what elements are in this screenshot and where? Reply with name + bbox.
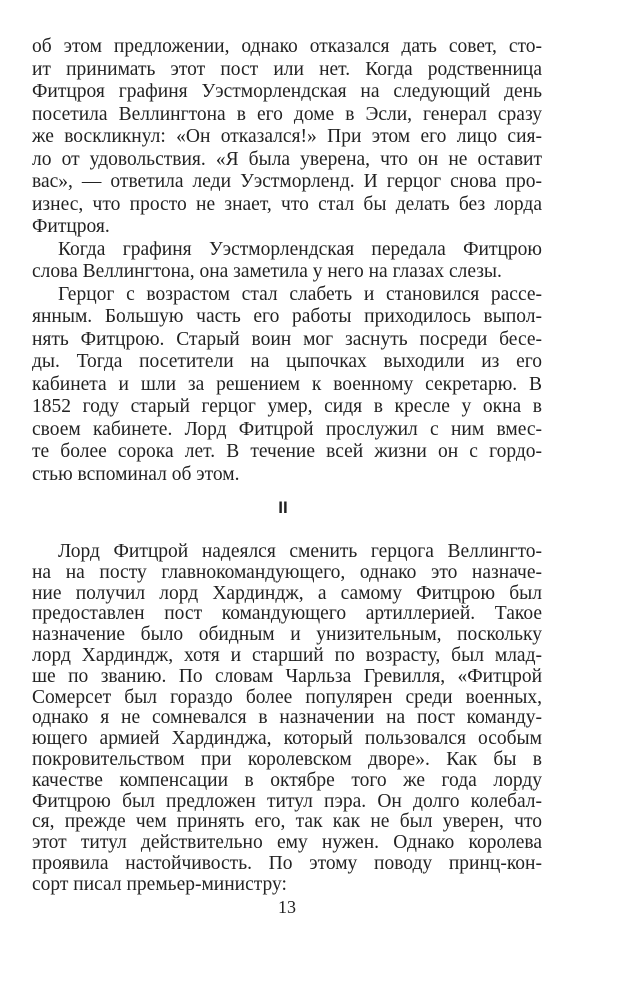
text-line: покровительством при королевском дворе». Как бы в	[32, 748, 542, 770]
text-line: сорт писал премьер-министру:	[32, 873, 287, 895]
text-line: Фитцрою был предложен титул пэра. Он долго колебал-	[32, 790, 542, 812]
text-line: назначение было обидным и унизительным, поскольку	[32, 624, 542, 646]
section-heading: II	[278, 498, 288, 517]
text-line: Фитцроя.	[32, 216, 110, 237]
text-line: Лорд Фитцрой надеялся сменить герцога Веллингто-	[58, 541, 542, 562]
text-line: изнес, что просто не знает, что стал бы делать без лорда	[32, 193, 542, 215]
text-line: вас», — ответила леди Уэстморленд. И герцог снова про-	[32, 171, 542, 192]
text-line: лорд Хардиндж, хотя и старший по возрасту, был млад-	[32, 644, 542, 666]
text-line: ит принимать этот пост или нет. Когда родственница	[32, 58, 542, 80]
section-2-text	[32, 542, 542, 896]
text-line: слова Веллингтона, она заметила у него на глазах слезы.	[32, 261, 502, 282]
page-number: 13	[278, 897, 296, 917]
text-line: на на посту главнокомандующего, однако это назначе-	[32, 561, 542, 583]
text-line: предоставлен пост командующего артиллерией. Такое	[32, 603, 542, 625]
text-line: 1852 году старый герцог умер, сидя в кресле у окна в	[32, 396, 542, 417]
text-line: Герцог с возрастом стал слабеть и становился рассе-	[58, 283, 542, 305]
text-line: этот титул действительно ему нужен. Однако королева	[32, 832, 542, 854]
text-line: янным. Большую часть его работы приходилось выпол-	[32, 306, 542, 327]
text-line: же воскликнул: «Он отказался!» При этом его лицо сия-	[32, 126, 542, 147]
text-line: ся, прежде чем принять его, так как не был уверен, что	[32, 811, 542, 833]
text-line: Фитцроя графиня Уэстморлендская на следующий день	[32, 81, 542, 102]
text-line: ние получил лорд Хардиндж, а самому Фитцрою был	[32, 582, 542, 604]
text-line: проявила настойчивость. По этому поводу принц-кон-	[32, 852, 542, 874]
text-line: качестве компенсации в октябре того же года лорду	[32, 769, 542, 791]
text-line: нять Фитцрою. Старый воин мог заснуть посреди бесе-	[32, 328, 542, 350]
text-line: своем кабинете. Лорд Фитцрой прослужил с ним вмес-	[32, 418, 542, 440]
text-line: Когда графиня Уэстморлендская передала Фитцрою	[58, 238, 542, 260]
text-line: однако я не сомневался в назначении на пост команду-	[32, 707, 542, 729]
text-line: об этом предложении, однако отказался дать совет, сто-	[32, 36, 542, 57]
text-line: ло от удовольствия. «Я была уверена, что он не оставит	[32, 148, 542, 170]
text-line: ющего армией Хардинджа, который пользовался особым	[32, 728, 542, 750]
text-line: кабинета и шли за решением к военному секретарю. В	[32, 373, 542, 395]
text-line: Сомерсет был гораздо более популярен среди военных,	[32, 686, 542, 708]
text-line: стью вспоминал об этом.	[32, 463, 240, 485]
text-line: ды. Тогда посетители на цыпочках выходили из его	[32, 351, 542, 372]
section-1-text	[32, 36, 542, 486]
text-line: посетила Веллингтона в его доме в Эсли, генерал сразу	[32, 103, 542, 125]
text-line: те более сорока лет. В течение всей жизни он с гордо-	[32, 441, 542, 462]
text-line: ше по званию. По словам Чарльза Гревилля, «Фитцрой	[32, 665, 542, 687]
